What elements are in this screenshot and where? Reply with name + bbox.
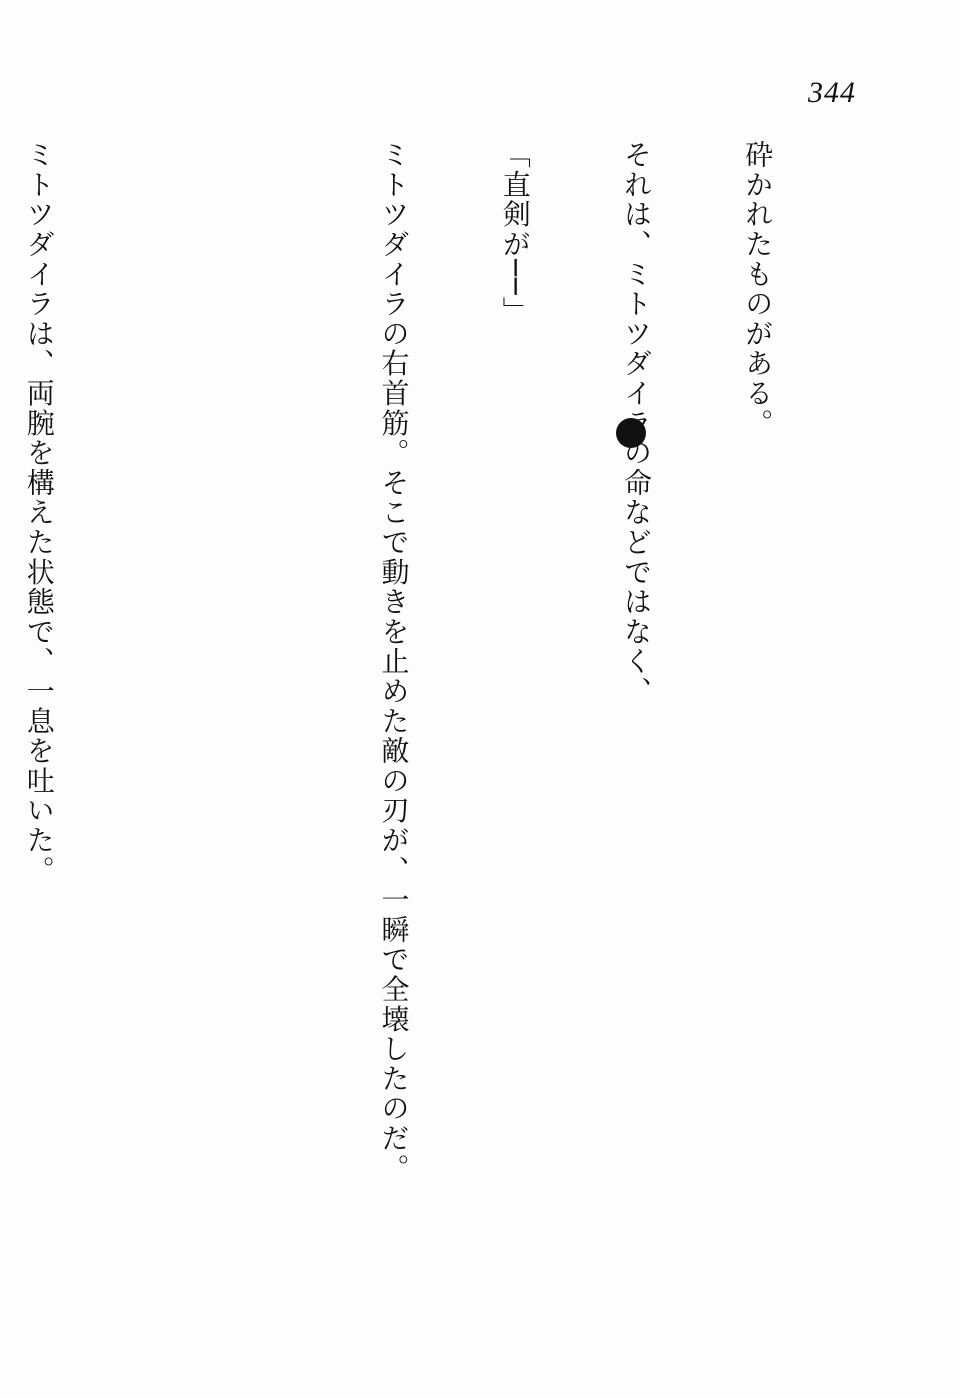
text-line: ミトツダイラは、両腕を構えた状態で、一息を吐いた。 — [22, 140, 56, 885]
text-line: それは、ミトツダイラの命などではなく、 — [619, 140, 653, 707]
section-gap — [180, 140, 252, 1340]
page-number: 344 — [808, 76, 856, 109]
text-line: 「直剣が──」 — [498, 140, 532, 327]
text-line: ミトツダイラの右首筋。そこで動きを止めた敵の刃が、一瞬で全壊したのだ。 — [377, 140, 411, 1183]
text-line: 砕かれたものがある。 — [741, 140, 775, 438]
vertical-text-body — [22, 140, 858, 1340]
